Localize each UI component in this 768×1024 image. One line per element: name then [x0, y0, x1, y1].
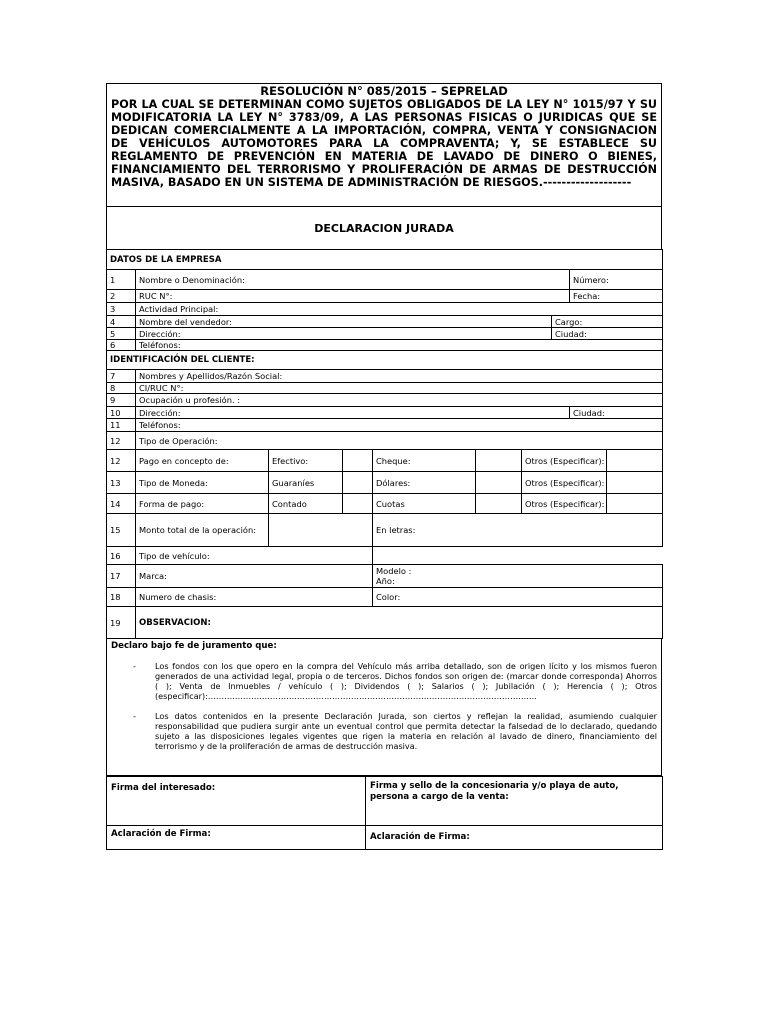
resolution-text: POR LA CUAL SE DETERMINAN COMO SUJETOS OBLIGADOS DE LA LEY N° 1015/97 Y SU MODIFICATORIA LA LEY N° 3783/09, A LAS PERSONAS FISICAS O JURIDICAS QUE SE DEDICAN COMERCIALMENTE A LA IMPORTACIÓN, COMPRA, VENTA Y CONSIGNACION DE VEHÍCULOS AUTOMOTORES PARA LA COMPRAVENTA; Y, SE ESTABLECE SU REGLAMENTO DE PREVENCIÓN EN MATERIA DE LAVADO DE DINERO O BIENES, FINANCIAMIENTO DEL TERRORISMO Y PROLIFERACIÓN DE ARMAS DE DESTRUCCIÓN MASIVA, BASADO EN UN SISTEMA DE ADMINISTRACIÓN DE RIESGOS.-------------------: [111, 98, 657, 189]
row-number: 4: [107, 316, 136, 328]
field-telefonos-empresa[interactable]: Teléfonos:: [136, 340, 663, 351]
row-number: 19: [107, 607, 136, 639]
declaration-document: [106, 83, 662, 850]
resolution-header: [106, 83, 662, 206]
declaration-text: Los fondos con los que opero en la compra del Vehículo más arriba detallado, son de origen lícito y los mismos fueron generados de una actividad legal, propia o de terceros. Dichos fondos son origen de: (marcar donde corresponda) Ahorros ( ); Venta de Inmuebles / vehículo ( ); Dividendos ( ); Salarios ( ); Jubilación ( ); Herencia ( ); Otros (especificar):…………………………………………………………………………………………………………..: [155, 661, 657, 701]
field-monto-total: Monto total de la operación:: [136, 514, 269, 547]
field-tipo-operacion[interactable]: Tipo de Operación:: [136, 432, 663, 450]
field-actividad-principal[interactable]: Actividad Principal:: [136, 303, 663, 316]
declaration-section: [106, 639, 662, 776]
form-title: DECLARACION JURADA: [314, 221, 454, 235]
field-direccion-empresa[interactable]: Dirección:: [136, 328, 552, 340]
aclaracion-firma-right[interactable]: Aclaración de Firma:: [366, 826, 663, 850]
form-row: [107, 407, 663, 419]
field-nombre-vendedor[interactable]: Nombre del vendedor:: [136, 316, 552, 328]
row-number: 12: [107, 450, 136, 472]
row-number: 6: [107, 340, 136, 351]
declaration-text: Los datos contenidos en la presente Declaración Jurada, son ciertos y reflejan la realidad, asumiendo cualquier responsabilidad que pudiera surgir ante un eventual control que permita detectar la falsedad de lo declarado, quedando sujeto a las disposiciones legales vigentes que rigen la materia en relación al lavado de dinero, financiamiento del terrorismo y de la proliferación de armas de destrucción masiva.: [155, 711, 657, 751]
row-number: 5: [107, 328, 136, 340]
form-table: [106, 249, 663, 639]
field-tipo-moneda: Tipo de Moneda:: [136, 472, 269, 494]
field-nombres-apellidos[interactable]: Nombres y Apellidos/Razón Social:: [136, 370, 663, 383]
form-row: [107, 514, 663, 547]
field-tipo-vehiculo[interactable]: Tipo de vehículo:: [136, 547, 373, 565]
form-row: [107, 370, 663, 383]
row-number: 2: [107, 290, 136, 303]
field-telefonos-cliente[interactable]: Teléfonos:: [136, 419, 663, 432]
row-number: 11: [107, 419, 136, 432]
field-otros-moneda[interactable]: [607, 472, 663, 494]
checkbox-contado[interactable]: [343, 494, 373, 514]
section-empresa-heading: DATOS DE LA EMPRESA: [107, 250, 663, 270]
row-number: 16: [107, 547, 136, 565]
field-nombre-denominacion[interactable]: Nombre o Denominación:: [136, 270, 570, 290]
form-row: [107, 607, 663, 639]
field-observacion[interactable]: OBSERVACION:: [136, 607, 663, 639]
field-cargo[interactable]: Cargo:: [552, 316, 663, 328]
checkbox-cheque[interactable]: [476, 450, 522, 472]
row-number: 3: [107, 303, 136, 316]
field-tipo-vehiculo-right[interactable]: [373, 547, 663, 565]
resolution-title: RESOLUCIÓN N° 085/2015 – SEPRELAD: [260, 84, 508, 98]
field-ruc[interactable]: RUC N°:: [136, 290, 570, 303]
field-otros-forma[interactable]: [607, 494, 663, 514]
checkbox-efectivo[interactable]: [343, 450, 373, 472]
form-row: [107, 328, 663, 340]
row-number: 10: [107, 407, 136, 419]
form-row: [107, 565, 663, 588]
bullet-dash: -: [133, 661, 136, 671]
row-number: 1: [107, 270, 136, 290]
form-row: [107, 290, 663, 303]
form-row: [107, 270, 663, 290]
row-number: 12: [107, 432, 136, 450]
field-marca[interactable]: Marca:: [136, 565, 373, 588]
signature-row: [107, 826, 663, 850]
form-title-box: [106, 206, 662, 249]
form-row: [107, 547, 663, 565]
option-efectivo: Efectivo:: [269, 450, 343, 472]
option-otros: Otros (Especificar):: [522, 450, 607, 472]
field-forma-pago: Forma de pago:: [136, 494, 269, 514]
field-fecha[interactable]: Fecha:: [570, 290, 663, 303]
section-cliente-row: [107, 351, 663, 370]
field-color[interactable]: Color:: [373, 588, 663, 607]
declaration-bullet: [111, 711, 657, 751]
field-numero-chasis[interactable]: Numero de chasis:: [136, 588, 373, 607]
option-contado: Contado: [269, 494, 343, 514]
field-numero[interactable]: Número:: [570, 270, 663, 290]
firma-interesado[interactable]: Firma del interesado:: [107, 777, 366, 826]
field-pago-concepto: Pago en concepto de:: [136, 450, 269, 472]
option-cuotas: Cuotas: [373, 494, 476, 514]
row-number: 14: [107, 494, 136, 514]
bullet-dash: -: [133, 711, 136, 721]
form-row: [107, 303, 663, 316]
option-otros: Otros (Especificar):: [522, 472, 607, 494]
row-number: 13: [107, 472, 136, 494]
form-row: [107, 383, 663, 394]
signature-table: [106, 776, 663, 850]
declaration-bullet: [111, 661, 657, 701]
aclaracion-firma-left[interactable]: Aclaración de Firma:: [107, 826, 366, 850]
field-modelo-anio[interactable]: Modelo : Año:: [373, 565, 663, 588]
form-row: [107, 432, 663, 450]
option-guaranies: Guaraníes: [269, 472, 343, 494]
field-en-letras[interactable]: En letras:: [373, 514, 663, 547]
row-number: 7: [107, 370, 136, 383]
field-ocupacion[interactable]: Ocupación u profesión. :: [136, 394, 663, 407]
form-row: [107, 419, 663, 432]
row-number: 17: [107, 565, 136, 588]
row-number: 8: [107, 383, 136, 394]
form-row: [107, 472, 663, 494]
form-row: [107, 340, 663, 351]
firma-concesionaria[interactable]: Firma y sello de la concesionaria y/o playa de auto, persona a cargo de la venta:: [366, 777, 663, 826]
checkbox-cuotas[interactable]: [476, 494, 522, 514]
section-empresa-row: [107, 250, 663, 270]
option-otros: Otros (Especificar):: [522, 494, 607, 514]
form-row: [107, 316, 663, 328]
row-number: 18: [107, 588, 136, 607]
field-ciudad-empresa[interactable]: Ciudad:: [552, 328, 663, 340]
field-otros-pago[interactable]: [607, 450, 663, 472]
row-number: 9: [107, 394, 136, 407]
form-row: [107, 394, 663, 407]
field-monto-value[interactable]: [269, 514, 373, 547]
form-row: [107, 450, 663, 472]
checkbox-guaranies[interactable]: [343, 472, 373, 494]
option-dolares: Dólares:: [373, 472, 476, 494]
declaration-title: Declaro bajo fe de juramento que:: [111, 641, 277, 651]
field-ciudad-cliente[interactable]: Ciudad:: [570, 407, 663, 419]
row-number: 15: [107, 514, 136, 547]
signature-row: [107, 777, 663, 826]
form-row: [107, 494, 663, 514]
field-direccion-cliente[interactable]: Dirección:: [136, 407, 570, 419]
form-row: [107, 588, 663, 607]
field-ci-ruc[interactable]: CI/RUC N°:: [136, 383, 663, 394]
option-cheque: Cheque:: [373, 450, 476, 472]
checkbox-dolares[interactable]: [476, 472, 522, 494]
section-cliente-heading: IDENTIFICACIÓN DEL CLIENTE:: [107, 351, 663, 370]
